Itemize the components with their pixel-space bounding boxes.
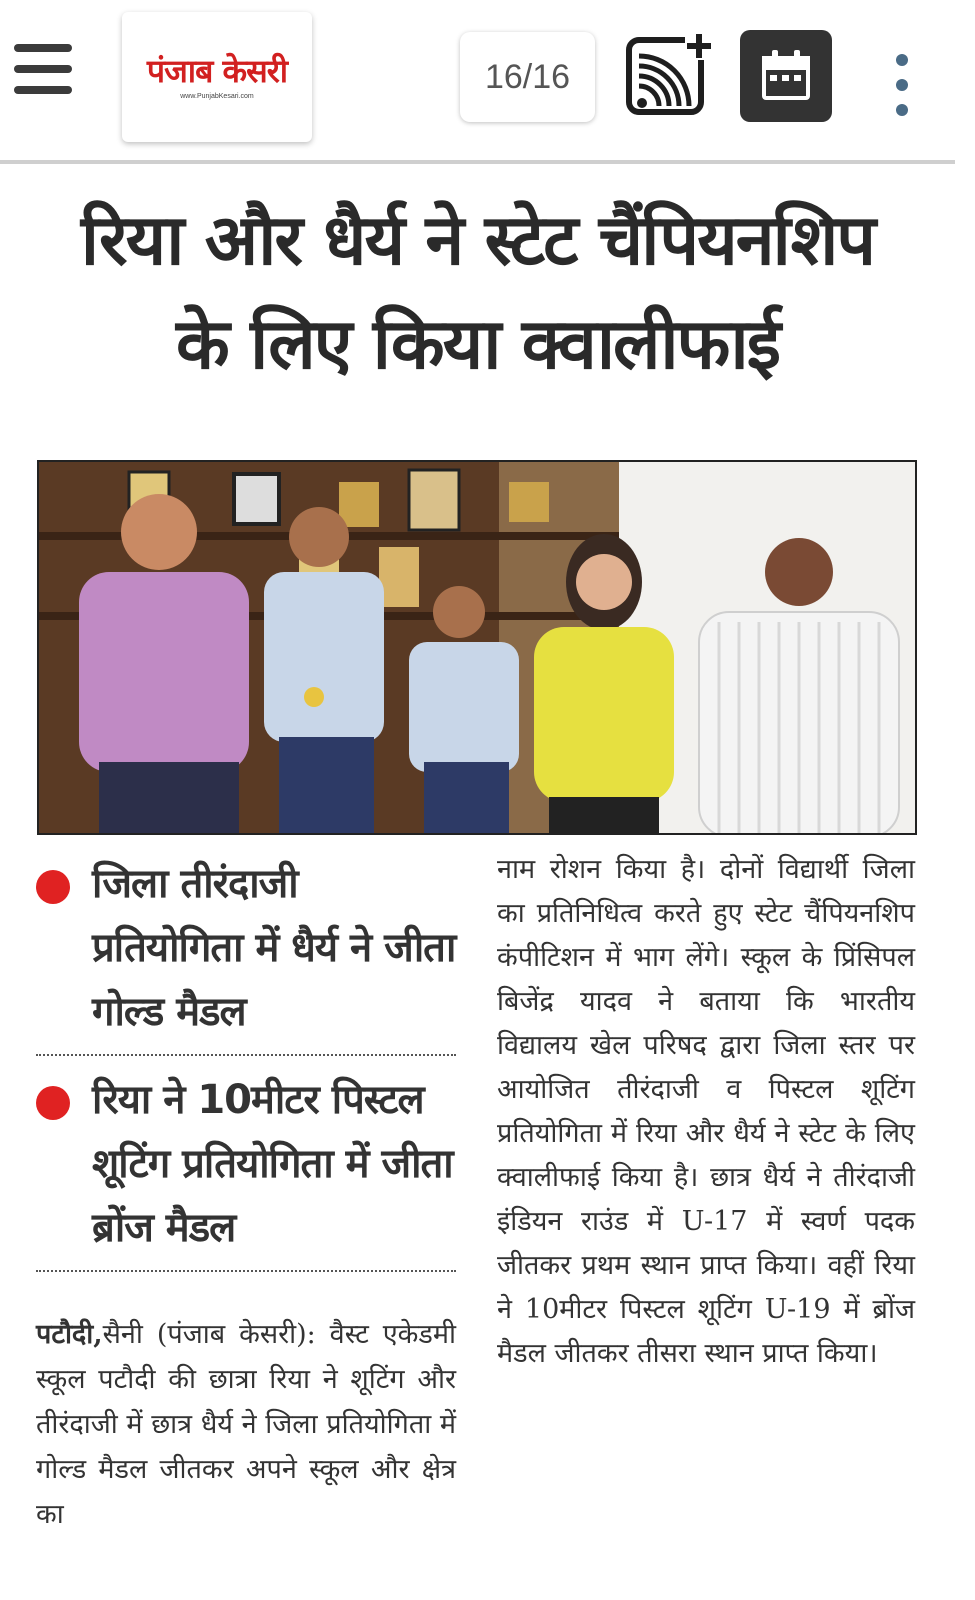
rss-add-icon[interactable] [625,32,715,120]
body-text-left: सैनी (पंजाब केसरी): वैस्ट एकेडमी स्कूल पटौदी की छात्रा रिया ने शूटिंग और तीरंदाजी में छात्र धैर्य ने जिला प्रतियोगिता में गोल्ड मैडल जीतकर अपने स्कूल और क्षेत्र का [36,1319,456,1530]
punjab-kesari-logo[interactable] [122,12,312,142]
header-divider [0,160,955,164]
dotted-divider [36,1270,456,1272]
highlight-bullet [36,1068,456,1260]
calendar-icon[interactable] [740,30,832,122]
page-indicator[interactable]: 16/16 [460,32,595,122]
article-left-column [36,852,456,1537]
article-photo [37,460,917,835]
more-vertical-icon[interactable] [888,54,916,116]
dotted-divider [36,1054,456,1056]
headline-line-1: रिया और धैर्य ने स्टेट चैंपियनशिप [80,199,875,281]
app-header [0,0,975,160]
bullet-text: रिया ने 10मीटर पिस्टल शूटिंग प्रतियोगिता में जीता ब्रोंज मैडल [92,1077,453,1251]
bullet-text: जिला तीरंदाजी प्रतियोगिता में धैर्य ने जीता गोल्ड मैडल [92,861,456,1035]
bullet-dot-icon [36,1086,70,1120]
bullet-dot-icon [36,870,70,904]
dateline: पटौदी, [36,1319,103,1350]
logo-url: www.PunjabKesari.com [180,92,254,100]
logo-title: पंजाब केसरी [146,51,288,90]
headline-line-2: के लिए किया क्वालीफाई [175,303,780,385]
article-body-left [36,1312,456,1537]
article-body-right: नाम रोशन किया है। दोनों विद्यार्थी जिला का प्रतिनिधित्व करते हुए स्टेट चैंपियनशिप कंपीटिशन में भाग लेंगे। स्कूल के प्रिंसिपल बिजेंद्र यादव ने बताया कि भारतीय विद्यालय खेल परिषद द्वारा जिला स्तर पर आयोजित तीरंदाजी व पिस्टल शूटिंग प्रतियोगिता में रिया और धैर्य ने स्टेट के लिए क्वालीफाई किया है। छात्र धैर्य ने तीरंदाजी इंडियन राउंड में U-17 में स्वर्ण पदक जीतकर प्रथम स्थान प्राप्त किया। वहीं रिया ने 10मीटर पिस्टल शूटिंग U-19 में ब्रोंज मैडल जीतकर तीसरा स्थान प्राप्त किया। [497,854,915,1369]
article-headline [20,188,935,396]
highlight-bullet [36,852,456,1044]
hamburger-menu-icon[interactable] [14,44,72,94]
